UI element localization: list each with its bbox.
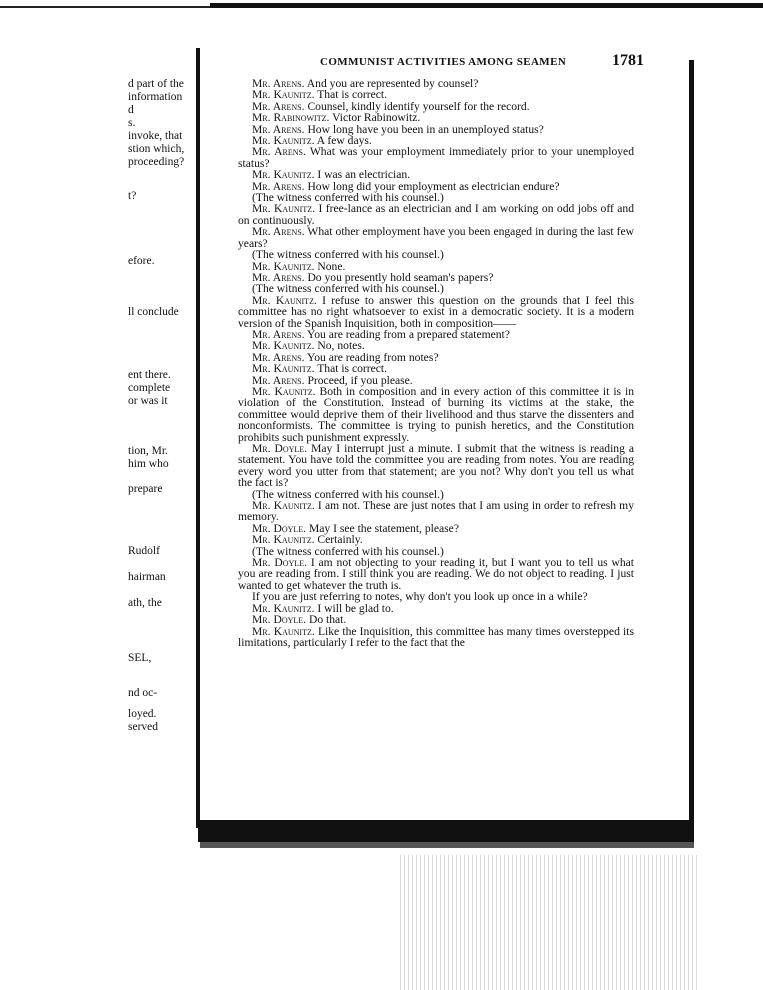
margin-fragment: invoke, that — [128, 130, 183, 142]
transcript-body — [238, 78, 634, 648]
speaker-name: Mr. Doyle. — [252, 556, 307, 570]
paragraph-text: I am not objecting to your reading it, but I want you to tell us what you are reading from. I still think you are reading. We do not object to reading. I just wanted to get whatever the truth is. — [238, 556, 634, 592]
scan-left-gutter — [196, 48, 200, 828]
scan-bottom-edge — [198, 820, 694, 842]
paragraph-text: None. — [317, 259, 346, 273]
speaker-name: Mr. Kaunitz. — [252, 134, 315, 148]
paragraph-text: Do that. — [308, 613, 347, 627]
scan-top-bar — [210, 3, 763, 8]
speaker-name: Mr. Doyle. — [252, 613, 307, 627]
speaker-name: Mr. Doyle. — [252, 521, 307, 535]
paragraph-text: I am not. These are just notes that I am using in order to refresh my memory. — [238, 499, 634, 524]
margin-fragment: Rudolf — [128, 545, 160, 557]
paragraph-text: A few days. — [316, 134, 372, 148]
speaker-name: Mr. Arens. — [252, 145, 306, 159]
margin-fragment: SEL, — [128, 652, 152, 664]
paragraph-text: Counsel, kindly identify yourself for the record. — [307, 99, 530, 113]
speaker-name: Mr. Arens. — [252, 270, 305, 284]
paragraph-text: That is correct. — [317, 362, 388, 376]
running-header: COMMUNIST ACTIVITIES AMONG SEAMEN — [320, 56, 567, 68]
margin-fragment: ath, the — [128, 597, 162, 609]
margin-fragment: him who — [128, 458, 169, 470]
speaker-name: Mr. Arens. — [252, 179, 305, 193]
paragraph-text: You are reading from notes? — [307, 350, 439, 364]
paragraph-text: I refuse to answer this question on the grounds that I feel this committee has no right whatsoever to exist in a democratic society. It is a modern version of the Spanish Inquisition, both in composition—— — [238, 293, 634, 330]
paragraph-text: Do you presently hold seaman's papers? — [307, 270, 494, 284]
paragraph-text: May I see the statement, please? — [308, 521, 459, 535]
margin-fragment: proceeding? — [128, 156, 185, 168]
paragraph-text: You are reading from a prepared statement? — [307, 327, 510, 341]
margin-fragment: ent there. — [128, 369, 171, 381]
speaker-name: Mr. Arens. — [252, 122, 305, 136]
transcript-paragraph — [238, 500, 634, 523]
paragraph-text: (The witness conferred with his counsel.) — [252, 544, 444, 558]
speaker-name: Mr. Kaunitz. — [252, 624, 315, 638]
margin-fragment: nd oc- — [128, 687, 158, 699]
paragraph-text: How long have you been in an unemployed status? — [307, 122, 544, 136]
scan-top-edge — [0, 0, 763, 12]
margin-fragment: or was it — [128, 395, 168, 407]
margin-fragment: prepare — [128, 483, 163, 495]
paragraph-text: And you are represented by counsel? — [306, 77, 479, 90]
scan-noise — [400, 855, 700, 990]
speaker-name: Mr. Kaunitz. — [252, 384, 316, 398]
speaker-name: Mr. Arens. — [252, 373, 305, 387]
margin-fragment: d — [128, 104, 134, 116]
speaker-name: Mr. Doyle. — [252, 442, 308, 455]
paragraph-text: (The witness conferred with his counsel.) — [252, 191, 444, 205]
speaker-name: Mr. Arens. — [252, 225, 305, 239]
paragraph-text: What was your employment immediately prior to your unemployed status? — [238, 145, 634, 170]
paragraph-text: I was an electrician. — [317, 168, 411, 182]
margin-fragment: served — [128, 721, 159, 733]
speaker-name: Mr. Arens. — [252, 77, 305, 90]
speaker-name: Mr. Kaunitz. — [252, 259, 315, 273]
speaker-name: Mr. Kaunitz. — [252, 362, 315, 376]
scan-bottom-shadow — [200, 842, 694, 848]
margin-fragment: tion, Mr. — [128, 445, 168, 457]
paragraph-text: That is correct. — [317, 88, 388, 102]
speaker-name: Mr. Kaunitz. — [252, 293, 317, 307]
paragraph-text: Both in composition and in every action of this committee it is in violation of the Constitution. Instead of burning its victims at the stake, the committee would deprive them of their livelihood and thus starve the dissenters and nonconformists. The committee is trying to punish heretics, and the Constitution prohibits such punishment expressly. — [238, 384, 635, 444]
margin-fragment: efore. — [128, 255, 155, 267]
margin-fragment: s. — [128, 117, 136, 129]
paragraph-text: Certainly. — [317, 533, 363, 547]
transcript-paragraph — [238, 295, 634, 329]
margin-fragment: information — [128, 91, 183, 103]
speaker-name: Mr. Kaunitz. — [252, 88, 315, 102]
speaker-name: Mr. Arens. — [252, 327, 305, 341]
speaker-name: Mr. Kaunitz. — [252, 202, 316, 216]
speaker-name: Mr. Arens. — [252, 99, 305, 113]
speaker-name: Mr. Kaunitz. — [252, 499, 315, 513]
transcript-paragraph — [238, 203, 634, 226]
margin-fragment: complete — [128, 382, 171, 394]
transcript-paragraph — [238, 443, 634, 489]
paragraph-text: (The witness conferred with his counsel.) — [252, 282, 444, 296]
paragraph-text: No, notes. — [317, 339, 365, 353]
transcript-paragraph — [238, 557, 634, 591]
margin-fragment: hairman — [128, 571, 166, 583]
speaker-name: Mr. Kaunitz. — [252, 601, 315, 615]
transcript-paragraph — [238, 386, 634, 443]
margin-fragment: d part of the — [128, 78, 184, 90]
paragraph-text: I will be glad to. — [317, 601, 394, 615]
speaker-name: Mr. Kaunitz. — [252, 168, 315, 182]
paragraph-text: Victor Rabinowitz. — [332, 111, 421, 125]
speaker-name: Mr. Kaunitz. — [252, 533, 315, 547]
speaker-name: Mr. Rabinowitz. — [252, 111, 330, 125]
paragraph-text: Proceed, if you please. — [307, 373, 413, 387]
speaker-name: Mr. Arens. — [252, 350, 305, 364]
transcript-paragraph — [238, 626, 634, 649]
paragraph-text: May I interrupt just a minute. I submit that the witness is reading a statement. You have told the committee you are reading from notes. You are reading every word you utter from that statement; are you not? Why don't you tell us what the fact is? — [238, 442, 634, 490]
paragraph-text: (The witness conferred with his counsel.) — [252, 248, 444, 262]
paragraph-text: (The witness conferred with his counsel.) — [252, 487, 444, 501]
paragraph-text: What other employment have you been engaged in during the last few years? — [238, 225, 634, 250]
paragraph-text: Like the Inquisition, this committee has many times overstepped its limitations, particularly I refer to the fact that the — [238, 624, 634, 649]
margin-fragment: ll conclude — [128, 306, 179, 318]
margin-fragment: t? — [128, 190, 137, 202]
speaker-name: Mr. Kaunitz. — [252, 339, 315, 353]
paragraph-text: How long did your employment as electrician endure? — [307, 179, 560, 193]
scan-right-edge — [689, 60, 694, 830]
paragraph-text: If you are just referring to notes, why don't you look up once in a while? — [252, 590, 588, 604]
page-number: 1781 — [612, 52, 644, 69]
margin-fragment: loyed. — [128, 708, 157, 720]
transcript-paragraph — [238, 226, 634, 249]
paragraph-text: I free-lance as an electrician and I am working on odd jobs off and on continuously. — [238, 202, 635, 227]
transcript-paragraph — [238, 146, 634, 169]
margin-fragment: stion which, — [128, 143, 185, 155]
